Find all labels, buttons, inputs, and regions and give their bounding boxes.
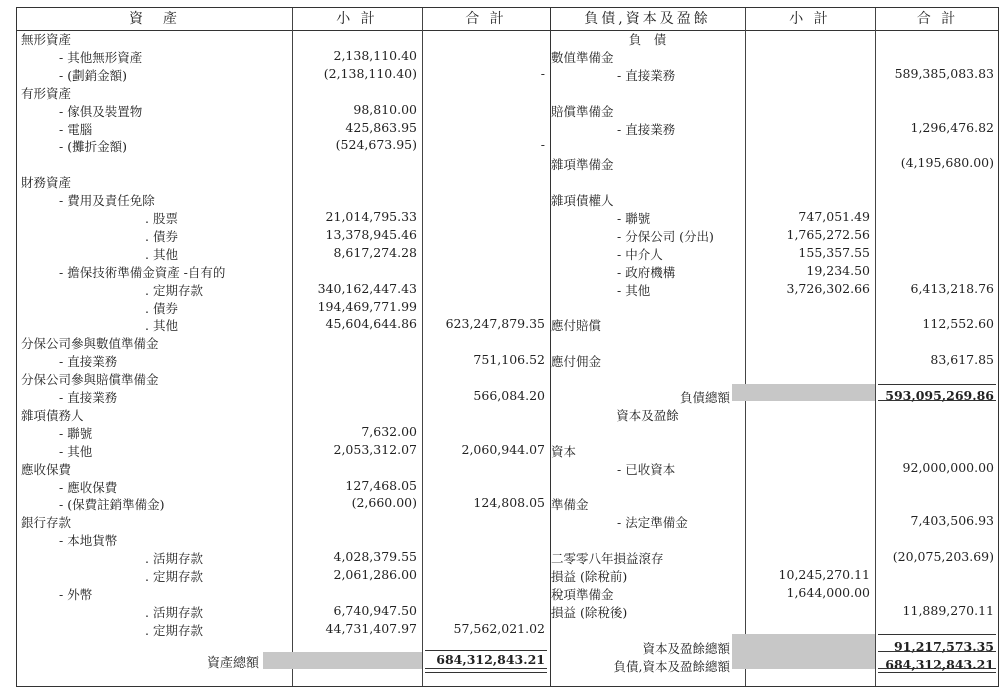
right-row-subtotal: 1,644,000.00	[786, 584, 870, 600]
right-row-label: 應付佣金	[551, 354, 602, 370]
left-row-label: . 定期存款	[145, 569, 203, 584]
divider	[745, 8, 746, 686]
right-row-total: (4,195,680.00)	[900, 155, 994, 171]
right-row-total: 684,312,843.21	[885, 656, 994, 672]
divider	[292, 8, 293, 686]
right-row-label: 損益 (除稅前)	[551, 569, 628, 584]
left-row-label: . 活期存款	[145, 604, 203, 620]
left-row-label: - 外幣	[59, 586, 93, 602]
right-row-subtotal: 155,357.55	[798, 244, 870, 260]
left-row-label: - 電腦	[59, 121, 93, 137]
right-row-label: 資本及盈餘	[616, 407, 679, 423]
left-row-label: - 直接業務	[59, 390, 118, 405]
asset-total-value: 684,312,843.21	[436, 652, 545, 667]
left-row-label: - 本地貨幣	[59, 533, 118, 549]
right-row-label: 損益 (除稅後)	[551, 604, 628, 620]
left-row-total: -	[540, 137, 545, 153]
right-row-label: 負 債	[628, 32, 667, 47]
right-row-subtotal: 747,051.49	[798, 209, 870, 224]
right-row-label: 稅項準備金	[551, 586, 614, 602]
left-row-label: 分保公司參與數值準備金	[21, 336, 159, 352]
right-row-subtotal: 10,245,270.11	[778, 567, 870, 582]
left-row-label: - (保費註銷準備金)	[59, 497, 165, 513]
right-row-total: 83,617.85	[930, 352, 994, 368]
asset-total-double-line	[425, 668, 547, 673]
right-row-label: 雜項準備金	[551, 157, 614, 173]
right-row-total: 7,403,506.93	[910, 513, 994, 529]
right-row-label: - 分保公司 (分出)	[617, 228, 714, 244]
asset-total-line	[425, 650, 547, 651]
header-subtotal-right: 小 計	[789, 11, 831, 27]
liab-total-line-bottom	[878, 400, 996, 401]
right-row-label: 負債總額	[679, 390, 730, 405]
left-row-label: . 其他	[145, 246, 178, 262]
right-row-label: - 政府機構	[617, 264, 676, 280]
equity-total-line	[878, 634, 996, 635]
right-row-label: 數值準備金	[551, 49, 614, 65]
right-row-total: 593,095,269.86	[885, 388, 994, 403]
right-row-label: 資本及盈餘總額	[642, 640, 730, 656]
left-row-label: - 擔保技術準備金資產 -自有的	[59, 264, 226, 280]
left-row-subtotal: 98,810.00	[353, 101, 417, 117]
left-row-subtotal: 127,468.05	[345, 477, 417, 493]
asset-total-label: 資產總額	[206, 656, 259, 671]
left-row-label: - 傢俱及裝置物	[59, 103, 143, 119]
left-row-total: -	[540, 65, 545, 81]
left-row-subtotal: 8,617,274.28	[333, 244, 417, 260]
right-row-label: - 直接業務	[617, 67, 676, 83]
left-row-label: - (劃銷金額)	[59, 67, 127, 83]
right-row-label: - 已收資本	[617, 461, 676, 477]
right-row-total: 91,217,573.35	[893, 638, 994, 654]
right-row-subtotal: 19,234.50	[806, 262, 870, 278]
left-row-total: 124,808.05	[473, 495, 545, 511]
left-row-subtotal: 7,632.00	[361, 423, 417, 439]
right-row-label: - 直接業務	[617, 121, 676, 137]
left-row-subtotal: (2,660.00)	[351, 495, 417, 511]
left-row-label: . 股票	[145, 211, 178, 226]
grand-total-double-line	[878, 668, 996, 673]
left-row-label: . 債券	[145, 300, 178, 316]
right-row-label: 負債,資本及盈餘總額	[613, 658, 730, 674]
left-row-label: . 定期存款	[145, 282, 203, 298]
left-row-subtotal: 21,014,795.33	[325, 209, 417, 224]
right-row-label: - 法定準備金	[617, 515, 688, 531]
left-row-subtotal: (524,673.95)	[335, 137, 417, 153]
right-row-label: 資本	[551, 443, 577, 459]
right-row-label: 二零零八年損益滾存	[551, 551, 664, 567]
header-total-left: 合 計	[465, 11, 507, 27]
left-row-label: . 活期存款	[145, 551, 203, 567]
left-row-subtotal: 2,061,286.00	[333, 567, 417, 582]
left-row-label: . 其他	[145, 318, 178, 334]
left-row-subtotal: 44,731,407.97	[325, 620, 417, 636]
left-row-label: - 其他	[59, 443, 93, 459]
equity-total-shade	[732, 634, 875, 669]
right-row-label: 雜項債權人	[551, 193, 614, 209]
left-row-total: 57,562,021.02	[453, 620, 545, 636]
right-row-total: 92,000,000.00	[902, 459, 994, 475]
left-row-label: - (攤折金額)	[59, 139, 127, 155]
header-subtotal-left: 小 計	[336, 11, 378, 27]
left-row-total: 566,084.20	[473, 388, 545, 403]
asset-total-shade	[263, 652, 422, 669]
right-row-total: (20,075,203.69)	[892, 549, 994, 565]
right-row-label: - 其他	[617, 282, 651, 298]
right-row-total: 6,413,218.76	[910, 280, 994, 296]
right-row-label: - 中介人	[617, 246, 663, 262]
left-row-subtotal: 340,162,447.43	[317, 280, 417, 296]
header-row	[17, 8, 998, 31]
right-row-total: 112,552.60	[922, 316, 994, 332]
left-row-label: 分保公司參與賠償準備金	[21, 372, 159, 388]
liab-total-line	[878, 384, 996, 385]
left-row-label: - 費用及責任免除	[59, 193, 155, 209]
right-row-label: 賠償準備金	[551, 103, 614, 119]
left-row-subtotal: 45,604,644.86	[325, 316, 417, 332]
grand-total-line	[878, 651, 996, 652]
header-total-right: 合 計	[916, 11, 959, 27]
left-row-label: 應收保費	[21, 461, 72, 477]
left-row-label: 無形資產	[21, 32, 72, 47]
left-row-subtotal: 194,469,771.99	[317, 298, 417, 314]
left-row-subtotal: 13,378,945.46	[325, 226, 417, 242]
left-row-label: - 聯號	[59, 425, 93, 441]
left-row-label: 有形資產	[21, 85, 72, 101]
left-row-subtotal: (2,138,110.40)	[323, 65, 417, 81]
left-row-label: 財務資產	[21, 175, 72, 191]
header-liabilities: 負債,資本及盈餘	[584, 11, 711, 27]
right-row-label: 準備金	[551, 497, 589, 513]
left-row-total: 2,060,944.07	[461, 441, 545, 457]
left-row-label: - 應收保費	[59, 479, 118, 495]
right-row-label: - 聯號	[617, 211, 651, 226]
right-row-label: 應付賠償	[551, 318, 602, 334]
liab-total-shade	[732, 384, 875, 401]
balance-sheet	[16, 7, 999, 687]
left-row-subtotal: 4,028,379.55	[333, 549, 417, 565]
left-row-subtotal: 2,053,312.07	[333, 441, 417, 457]
left-row-total: 751,106.52	[473, 352, 545, 368]
left-row-label: - 其他無形資產	[59, 49, 143, 65]
right-row-total: 1,296,476.82	[910, 119, 994, 135]
left-row-subtotal: 425,863.95	[345, 119, 417, 135]
left-row-subtotal: 2,138,110.40	[333, 47, 417, 63]
left-row-label: 銀行存款	[21, 515, 72, 531]
left-row-total: 623,247,879.35	[445, 316, 545, 332]
divider	[875, 8, 876, 686]
divider	[422, 8, 423, 686]
right-row-subtotal: 1,765,272.56	[786, 226, 870, 242]
right-row-total: 589,385,083.83	[894, 65, 994, 81]
left-row-label: . 債券	[145, 228, 178, 244]
left-row-label: 雜項債務人	[21, 407, 84, 423]
header-assets: 資 產	[129, 11, 180, 27]
left-row-label: - 直接業務	[59, 354, 118, 370]
left-row-label: . 定期存款	[145, 622, 203, 638]
right-row-subtotal: 3,726,302.66	[786, 280, 870, 296]
left-row-subtotal: 6,740,947.50	[333, 602, 417, 618]
right-row-total: 11,889,270.11	[902, 602, 994, 618]
